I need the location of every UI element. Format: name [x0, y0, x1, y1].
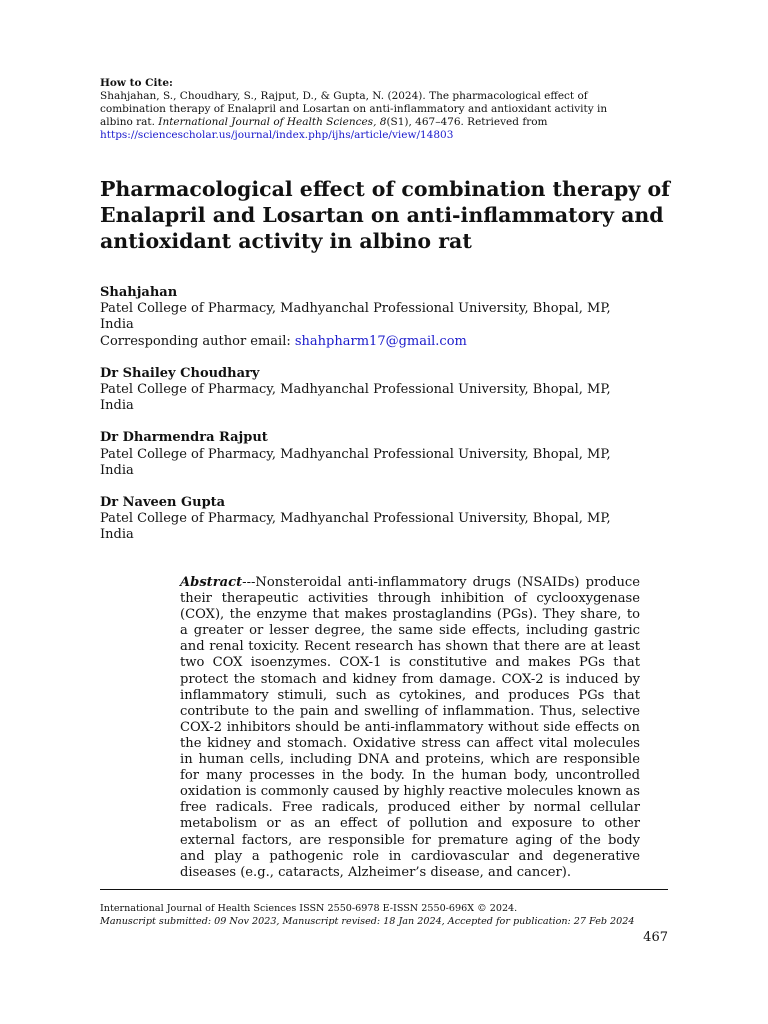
- abstract-text: ---Nonsteroidal anti-inflammatory drugs (NSAIDs) produce their therapeutic activities through inhibition of cyclooxygenase (COX), the enzyme that makes prostaglandins (PGs). They share, to a greater or lesser degree, the same side effects, including gastric and renal toxicity. Recent research has shown that there are at least two COX isoenzymes. COX-1 is constitutive and makes PGs that protect the stomach and kidney from damage. COX-2 is induced by inflammatory stimuli, such as cytokines, and produces PGs that contribute to the pain and swelling of inflammation. Thus, selective COX-2 inhibitors should be anti-inflammatory without side effects on the kidney and stomach. Oxidative stress can affect vital molecules in human cells, including DNA and proteins, which are responsible for many processes in the body. In the human body, uncontrolled oxidation is commonly caused by highly reactive molecules known as free radicals. Free radicals, produced either by normal cellular metabolism or as an effect of pollution and exposure to other external factors, are responsible for premature aging of the body and play a pathogenic role in cardiovascular and degenerative diseases (e.g., cataracts, Alzheimer’s disease, and cancer).: [180, 575, 640, 880]
- author-block: [100, 495, 670, 544]
- author-affiliation-country: India: [100, 462, 134, 478]
- author-affiliation-country: India: [100, 527, 134, 543]
- author-affiliation-country: India: [100, 317, 134, 333]
- abstract: [180, 575, 640, 881]
- email-label: Corresponding author email:: [100, 333, 295, 349]
- author-name: Dr Shailey Choudhary: [100, 365, 260, 381]
- page-number: 467: [643, 930, 668, 945]
- author-affiliation: Patel College of Pharmacy, Madhyanchal Professional University, Bhopal, MP,: [100, 382, 611, 398]
- author-name: Dr Dharmendra Rajput: [100, 430, 268, 446]
- author-block: [100, 285, 670, 350]
- author-name: Shahjahan: [100, 285, 178, 300]
- author-affiliation: Patel College of Pharmacy, Madhyanchal Professional University, Bhopal, MP,: [100, 301, 611, 317]
- citation-url-link[interactable]: https://sciencescholar.us/journal/index.php/ijhs/article/view/14803: [100, 129, 454, 141]
- citation-line-3: [100, 116, 660, 129]
- email-link[interactable]: shahpharm17@gmail.com: [294, 333, 467, 349]
- corresponding-email-line: [100, 334, 670, 350]
- author-list: [100, 285, 670, 560]
- author-name: Dr Naveen Gupta: [100, 495, 226, 511]
- citation-line-3-start: albino rat.: [100, 116, 159, 128]
- citation-line-2: combination therapy of Enalapril and Losartan on anti-inflammatory and antioxidant activity in: [100, 103, 608, 115]
- journal-issn-line: International Journal of Health Sciences ISSN 2550-6978 E-ISSN 2550-696X © 2024.: [100, 903, 518, 914]
- how-to-cite-heading: How to Cite:: [100, 77, 173, 89]
- author-affiliation: Patel College of Pharmacy, Madhyanchal Professional University, Bhopal, MP,: [100, 511, 611, 527]
- paper-title: Pharmacological effect of combination therapy of Enalapril and Losartan on anti-inflammatory and antioxidant activity in albino rat: [100, 177, 670, 253]
- footer-divider: [100, 889, 668, 890]
- how-to-cite-block: [100, 77, 660, 142]
- author-affiliation: Patel College of Pharmacy, Madhyanchal Professional University, Bhopal, MP,: [100, 446, 611, 462]
- citation-line-1: Shahjahan, S., Choudhary, S., Rajput, D., & Gupta, N. (2024). The pharmacological effect of: [100, 90, 588, 102]
- abstract-label: Abstract: [180, 575, 243, 590]
- footer: [100, 903, 668, 929]
- author-block: [100, 430, 670, 479]
- author-affiliation-country: India: [100, 398, 134, 414]
- citation-line-3-end: (S1), 467–476. Retrieved from: [386, 116, 548, 128]
- author-block: [100, 366, 670, 415]
- citation-journal: International Journal of Health Sciences, 8: [158, 116, 387, 128]
- manuscript-dates: Manuscript submitted: 09 Nov 2023, Manuscript revised: 18 Jan 2024, Accepted for publication: 27 Feb 2024: [100, 915, 635, 927]
